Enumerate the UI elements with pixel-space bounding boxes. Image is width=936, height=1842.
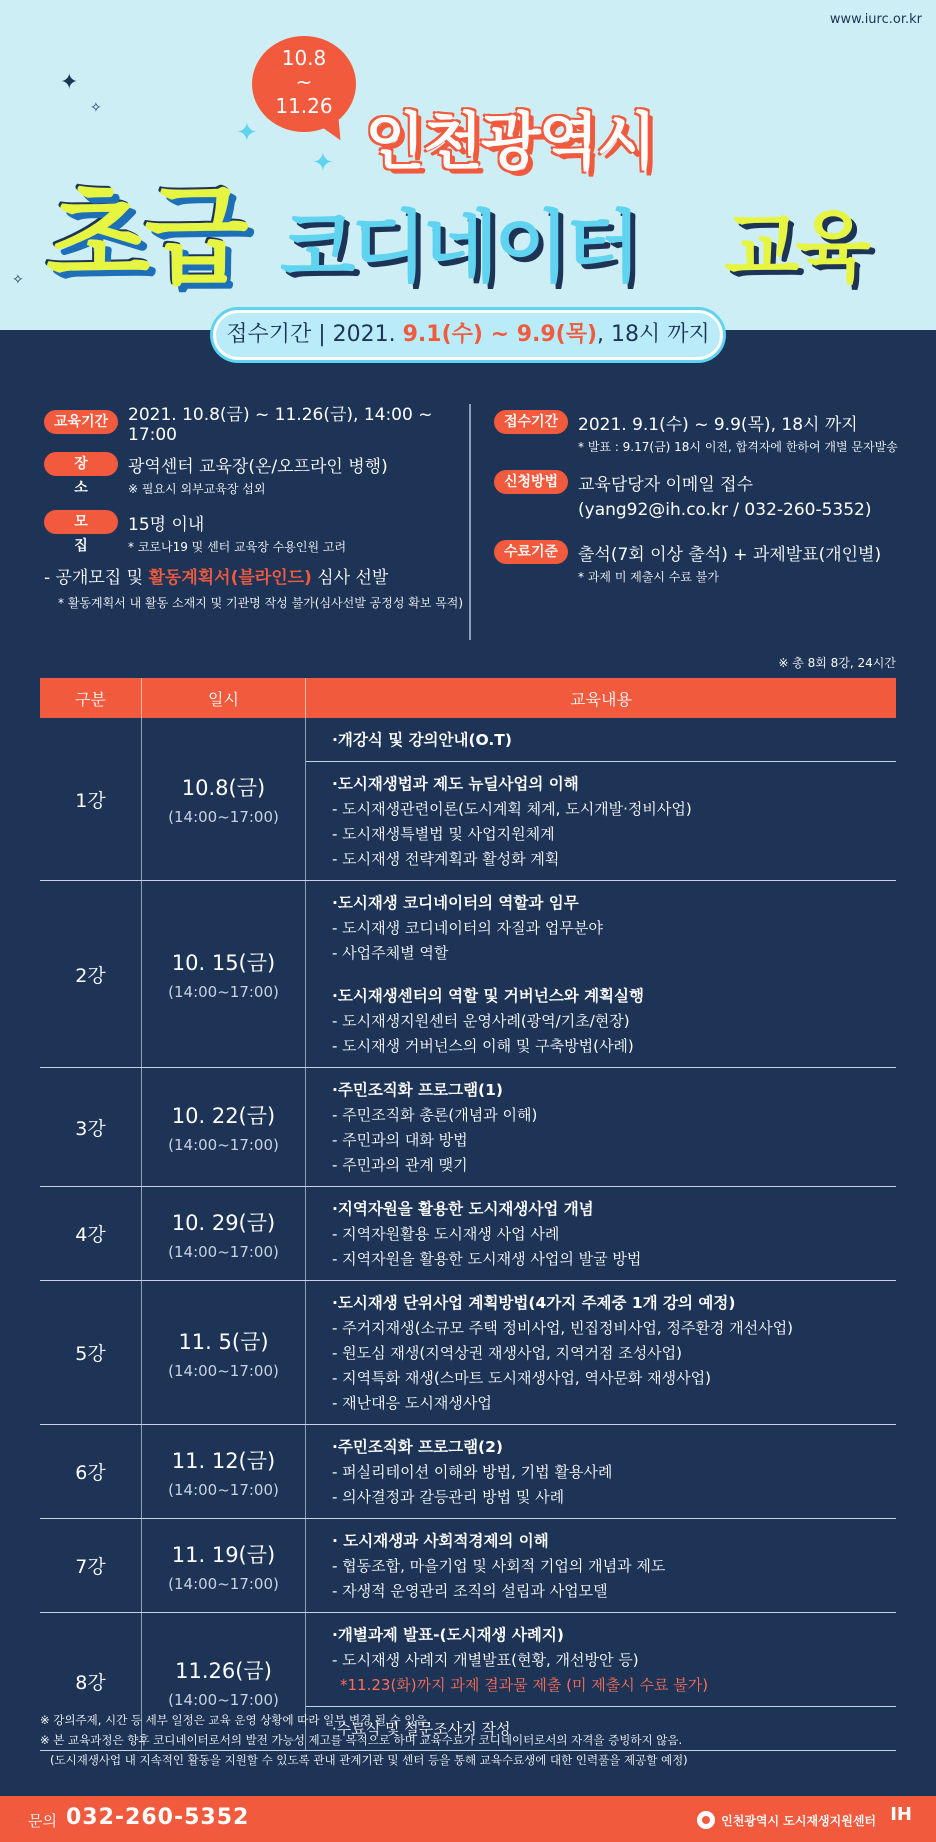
- session-date: 10. 22(금): [171, 1104, 276, 1128]
- content-block: [306, 1187, 896, 1280]
- selection-note: * 활동계획서 내 활동 소재지 및 기관명 작성 불가(심사선발 공정성 확보 목적): [58, 596, 464, 610]
- content-block: [306, 1281, 896, 1424]
- content-heading: ·주민조직화 프로그램(2): [332, 1438, 503, 1456]
- schedule-table: [40, 678, 896, 1751]
- edu-period-value: 2021. 10.8(금) ~ 11.26(금), 14:00 ~ 17:00: [128, 404, 433, 445]
- contact-label: 문의: [28, 1812, 57, 1830]
- content-block: [306, 974, 896, 1067]
- session-number: 2강: [40, 881, 142, 1067]
- place-value: 광역센터 교육장(온/오프라인 병행): [128, 456, 388, 477]
- date-start: 10.8: [281, 46, 327, 70]
- content-item: - 주민과의 관계 맺기: [332, 1156, 468, 1174]
- session-content: [306, 1068, 896, 1186]
- deadline-warning: *11.23(화)까지 과제 결과물 제출 (미 제출시 수료 불가): [340, 1676, 709, 1694]
- apply-tag: 접수기간: [494, 410, 568, 434]
- session-number: 4강: [40, 1187, 142, 1280]
- session-date: 11. 19(금): [171, 1542, 276, 1567]
- title-level: 초급: [46, 175, 243, 300]
- content-item: - 사업주체별 역할: [332, 944, 449, 962]
- content-item: - 도시재생관련이론(도시계획 체계, 도시개발·정비사업): [332, 800, 692, 818]
- header-division: 구분: [40, 678, 142, 718]
- method-contact-text[interactable]: (yang92@ih.co.kr / 032-260-5352): [578, 500, 872, 520]
- period-separator: |: [318, 322, 326, 347]
- info-divider: [469, 404, 471, 640]
- table-row: [40, 1519, 896, 1613]
- session-number: 3강: [40, 1068, 142, 1186]
- session-content: [306, 1281, 896, 1424]
- edu-period-row: [44, 404, 464, 445]
- content-heading: ·주민조직화 프로그램(1): [332, 1081, 503, 1099]
- session-number: 6강: [40, 1425, 142, 1518]
- session-date: 11. 5(금): [178, 1329, 269, 1354]
- content-heading: ·도시재생 단위사업 계획방법(4가지 주제중 1개 강의 예정): [332, 1294, 736, 1312]
- info-section: [0, 380, 936, 650]
- info-right-column: [494, 408, 924, 588]
- apply-note: * 발표 : 9.17(금) 18시 이전, 합격자에 한하여 개별 문자발송: [578, 440, 898, 454]
- content-item: - 퍼실리테이션 이해와 방법, 기법 활용사례: [332, 1463, 613, 1481]
- content-block: [306, 1425, 896, 1518]
- session-date: 10.8(금): [181, 776, 266, 800]
- selection-post: 심사 선발: [311, 568, 389, 588]
- period-label: 접수기간: [226, 322, 312, 347]
- session-time: (14:00~17:00): [168, 1242, 279, 1261]
- content-item: - 주민과의 대화 방법: [332, 1131, 468, 1149]
- content-item: - 도시재생특별법 및 사업지원체계: [332, 825, 555, 843]
- date-end: 11.26: [275, 94, 333, 118]
- complete-note: * 과제 미 제출시 수료 불가: [578, 570, 719, 584]
- session-time: (14:00~17:00): [168, 983, 279, 1001]
- sparkle-icon: ✦: [236, 118, 258, 148]
- table-row: [40, 1281, 896, 1425]
- table-row: [40, 1068, 896, 1187]
- session-datetime: [142, 881, 306, 1067]
- footnotes: [40, 1710, 688, 1770]
- application-period-pill: [213, 310, 723, 360]
- content-item: - 자생적 운영관리 조직의 설립과 사업모델: [332, 1582, 608, 1600]
- content-item: - 원도심 재생(지역상권 재생사업, 지역거점 조성사업): [332, 1344, 683, 1362]
- content-item: - 재난대응 도시재생사업: [332, 1394, 492, 1412]
- footnote: (도시재생사업 내 지속적인 활동을 지원할 수 있도록 관내 관계기관 및 센터 등을 통해 교육수료생에 대한 인력풀을 제공할 예정): [50, 1753, 688, 1767]
- org-logo-icon: [697, 1811, 715, 1829]
- title-education: 교육: [724, 203, 867, 293]
- method-tag: 신청방법: [494, 470, 568, 494]
- selection-highlight: 활동계획서(블라인드): [148, 568, 312, 588]
- method-contact[interactable]: [494, 496, 924, 524]
- session-time: (14:00~17:00): [168, 1690, 279, 1709]
- footnote: ※ 본 교육과정은 향후 코디네이터로서의 발전 가능성 제고를 목적으로 하며 교육수료가 코디네이터로서의 자격을 증빙하지 않음.: [40, 1733, 683, 1747]
- content-heading: ·도시재생센터의 역할 및 거버넌스와 계획실행: [332, 987, 644, 1005]
- content-heading: ·개별과제 발표-(도시재생 사례지): [332, 1626, 564, 1644]
- period-suffix: , 18시 까지: [597, 322, 710, 347]
- session-date: 11. 12(금): [171, 1448, 276, 1473]
- session-content: [306, 1519, 896, 1612]
- date-tilde: ~: [295, 70, 313, 94]
- edu-period-tag: 교육기간: [44, 410, 118, 434]
- content-item: - 도시재생 거버넌스의 이해 및 구축방법(사례): [332, 1037, 634, 1055]
- session-number: 7강: [40, 1519, 142, 1612]
- table-header: [40, 678, 896, 718]
- org-name-text: 인천광역시 도시재생지원센터: [721, 1813, 876, 1828]
- title-city: 인천광역시: [365, 105, 655, 178]
- place-note: ※ 필요시 외부교육장 섭외: [128, 482, 266, 496]
- selection-pre: - 공개모집 및: [44, 568, 149, 588]
- session-datetime: [142, 1519, 306, 1612]
- content-item: - 지역특화 재생(스마트 도시재생사업, 역사문화 재생사업): [332, 1369, 711, 1387]
- recruit-tag: 모 집: [44, 510, 118, 534]
- content-heading: ·개강식 및 강의안내(O.T): [332, 731, 512, 749]
- date-bubble: [252, 36, 356, 132]
- ih-logo: IH: [890, 1804, 912, 1825]
- content-block: [306, 761, 896, 880]
- sparkle-icon: ✧: [12, 272, 24, 288]
- sparkle-icon: ✦: [312, 148, 334, 178]
- period-year: 2021.: [332, 322, 396, 347]
- content-block: [306, 1068, 896, 1186]
- table-row: [40, 881, 896, 1068]
- complete-row: [494, 538, 924, 566]
- content-block: [306, 1519, 896, 1612]
- content-heading: ·도시재생법과 제도 뉴딜사업의 이해: [332, 775, 579, 793]
- apply-value: 2021. 9.1(수) ~ 9.9(목), 18시 까지: [578, 414, 858, 435]
- apply-row: [494, 408, 924, 436]
- content-block: [306, 1613, 896, 1706]
- content-item: - 도시재생 사례지 개별발표(현황, 개선방안 등): [332, 1651, 639, 1669]
- info-left-column: [44, 404, 464, 614]
- header-datetime: 일시: [142, 678, 306, 718]
- session-datetime: [142, 1068, 306, 1186]
- session-content: [306, 1425, 896, 1518]
- session-number: 8강: [40, 1613, 142, 1750]
- sparkle-icon: ✧: [90, 100, 102, 116]
- content-heading: ·도시재생 코디네이터의 역할과 임무: [332, 894, 579, 912]
- session-time: (14:00~17:00): [168, 1574, 279, 1593]
- session-content: [306, 1187, 896, 1280]
- content-item: - 도시재생지원센터 운영사례(광역/기초/현장): [332, 1012, 630, 1030]
- session-content: [306, 718, 896, 880]
- complete-value: 출석(7회 이상 출석) + 과제발표(개인별): [578, 544, 882, 565]
- content-item: - 지역자원을 활용한 도시재생 사업의 발굴 방법: [332, 1250, 642, 1268]
- session-datetime: [142, 1281, 306, 1424]
- session-time: (14:00~17:00): [168, 1361, 279, 1380]
- recruit-value: 15명 이내: [128, 514, 205, 535]
- contact-bar: [0, 1796, 936, 1842]
- sparkle-icon: ✦: [60, 70, 79, 95]
- header-content: 교육내용: [570, 689, 632, 709]
- content-item: - 지역자원활용 도시재생 사업 사례: [332, 1225, 560, 1243]
- recruit-note: * 코로나19 및 센터 교육장 수용인원 고려: [128, 540, 347, 554]
- session-content: [306, 881, 896, 1067]
- session-datetime: [142, 718, 306, 880]
- total-hours-note: ※ 총 8회 8강, 24시간: [778, 656, 896, 670]
- session-time: (14:00~17:00): [168, 1136, 279, 1154]
- period-range: 9.1(수) ~ 9.9(목): [402, 322, 598, 347]
- table-row: [40, 718, 896, 881]
- content-block: [306, 718, 896, 761]
- session-datetime: [142, 1187, 306, 1280]
- content-item: ·수료식 및 설문조사지 작성: [332, 1720, 511, 1738]
- selection-line: [44, 564, 464, 592]
- website-url[interactable]: www.iurc.or.kr: [829, 12, 922, 27]
- session-time: (14:00~17:00): [168, 808, 279, 826]
- table-row: [40, 1187, 896, 1281]
- org-name: [697, 1811, 876, 1829]
- content-item: - 도시재생 코디네이터의 자질과 업무분야: [332, 919, 603, 937]
- table-body: [40, 718, 896, 1751]
- table-row: [40, 1425, 896, 1519]
- content-item: - 협동조합, 마을기업 및 사회적 기업의 개념과 제도: [332, 1557, 666, 1575]
- content-block: [306, 881, 896, 974]
- session-number: 5강: [40, 1281, 142, 1424]
- content-item: - 의사결정과 갈등관리 방법 및 사례: [332, 1488, 565, 1506]
- session-date: 10. 15(금): [171, 951, 276, 975]
- footnote: ※ 강의주제, 시간 등 세부 일정은 교육 운영 상황에 따라 일부 변경 될 수 있음.: [40, 1713, 431, 1727]
- method-row: [494, 468, 924, 496]
- session-date: 10. 29(금): [171, 1210, 276, 1235]
- contact-phone[interactable]: 032-260-5352: [66, 1805, 250, 1830]
- content-heading: ·지역자원을 활용한 도시재생사업 개념: [332, 1200, 594, 1218]
- content-item: - 도시재생 전략계획과 활성화 계획: [332, 850, 560, 868]
- session-time: (14:00~17:00): [168, 1480, 279, 1499]
- place-tag: 장 소: [44, 452, 118, 476]
- session-datetime: [142, 1425, 306, 1518]
- content-item: - 주민조직화 총론(개념과 이해): [332, 1106, 538, 1124]
- session-number: 1강: [40, 718, 142, 880]
- content-heading: · 도시재생과 사회적경제의 이해: [332, 1532, 549, 1550]
- title-coordinator: 코디네이터: [280, 203, 637, 293]
- hero-banner: [0, 0, 936, 330]
- content-item: - 주거지재생(소규모 주택 정비사업, 빈집정비사업, 정주환경 개선사업): [332, 1319, 793, 1337]
- method-value: 교육담당자 이메일 접수: [578, 474, 754, 495]
- complete-tag: 수료기준: [494, 540, 568, 564]
- session-date: 11.26(금): [175, 1658, 272, 1683]
